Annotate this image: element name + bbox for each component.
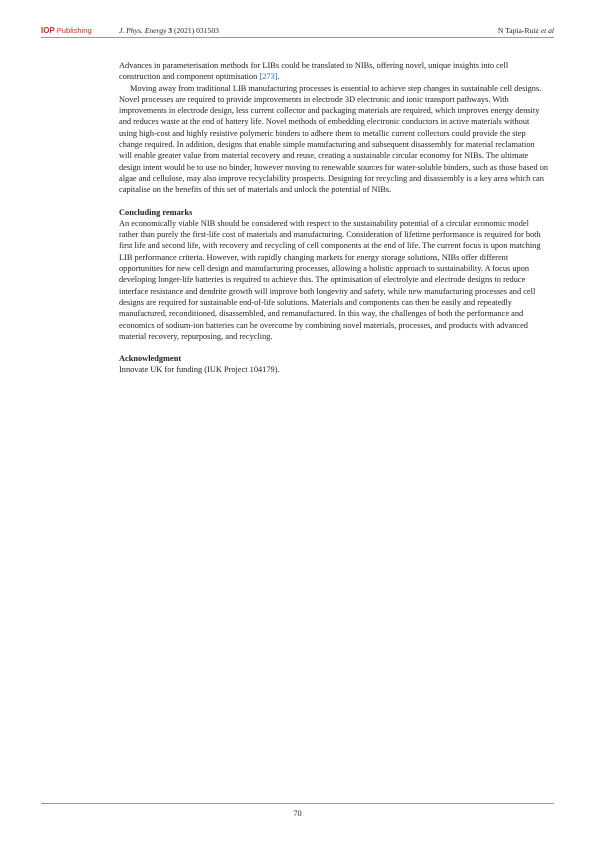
paragraph-manufacturing: Moving away from traditional LIB manufacturing processes is essential to achieve step changes in sustainable cell designs. Novel processes are required to provide improvements in electrode 3D electronic and ionic transport pathways. With improvements in electrode design, less current collector and packaging materials are required, which improves energy density and reduces waste at the end of battery life. Novel methods of embedding electronic conductors in active materials without using high-cost and highly resistive polymeric binders to adhere them to metallic current collectors could provide the step change required. In addition, designs that enable simple manufacturing and subsequent disassembly for material reclamation will enable greater value from material recovery and reuse, creating a sustainable circular economy for NIBs. The ultimate design intent would be to use no binder, however moving to renewable sources for water-soluble binders, such as those based on algae and cellulose, may also improve recyclability prospects. Designing for recycling and disassembly is a key area which can capitalise on the benefits of this set of materials and unlock the potential of NIBs.	[119, 83, 549, 195]
publisher-logo	[41, 26, 92, 35]
paragraph-parameterisation	[119, 60, 549, 83]
journal-volume: 3	[168, 26, 173, 35]
publisher-logo-mark: IOP	[41, 26, 55, 35]
journal-name: J. Phys. Energy	[119, 26, 167, 35]
paragraph-concluding: An economically viable NIB should be considered with respect to the sustainability potential of a circular economic model rather than purely the first-life cost of materials and manufacturing. Consideration of lifetime performance is required for both first life and second life, with recovery and recycling of cell components at the end of life. The current focus is upon matching LIB performance criteria. However, with rapidly changing markets for energy storage solutions, NIBs offer different opportunities for new cell design and manufacturing processes, allowing a holistic approach to sustainability. A focus upon developing longer-life batteries is required to achieve this. The optimisation of electrolyte and electrode designs to reduce interface resistance and dendrite growth will improve both longevity and safety, while new manufacturing processes and cell designs are required for sustainable end-of-life solutions. Materials and components can then be easily and repeatedly manufactured, reconditioned, disassembled, and remanufactured. In this way, the challenges of both the performance and economics of sodium-ion batteries can be overcome by combining novel materials, processes, and products with advanced material recovery, repurposing, and recycling.	[119, 218, 541, 341]
paragraph-text: Advances in parameterisation methods for LIBs could be translated to NIBs, offering novel, unique insights into cell construction and component optimisation	[119, 61, 509, 82]
page-number: 70	[293, 809, 302, 818]
paragraph-end: .	[277, 72, 280, 82]
journal-year-article: (2021) 031503	[173, 26, 219, 35]
paragraph-acknowledgment: Innovate UK for funding (IUK Project 104179).	[119, 365, 280, 375]
header-rule	[41, 37, 554, 38]
section-heading-acknowledgment: Acknowledgment	[119, 354, 182, 364]
publisher-logo-text: Publishing	[56, 26, 92, 35]
author-name: N Tapia-Ruiz	[497, 26, 539, 35]
article-body	[119, 60, 549, 376]
citation-link[interactable]: [273]	[259, 72, 278, 82]
journal-citation	[119, 26, 219, 35]
author-suffix: et al	[540, 26, 554, 35]
footer-rule	[41, 803, 554, 804]
section-heading-concluding: Concluding remarks	[119, 207, 193, 217]
running-author	[498, 26, 554, 35]
